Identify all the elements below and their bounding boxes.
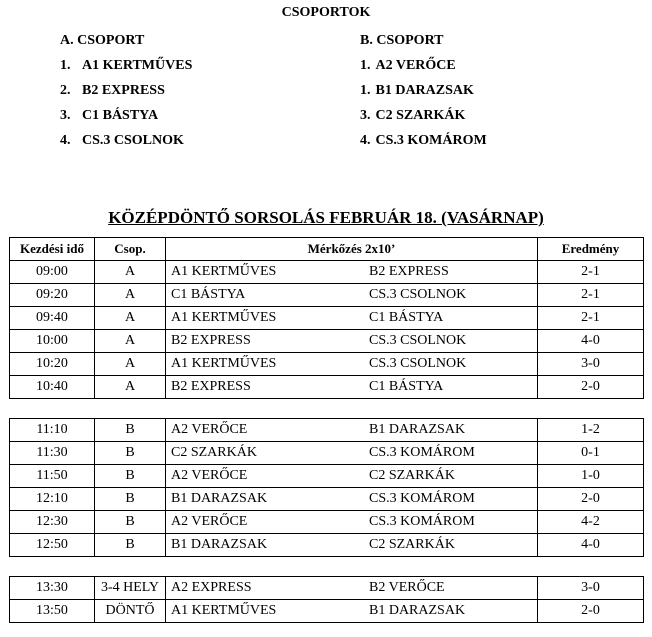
home-team: A2 VERŐCE	[171, 422, 248, 437]
match-cell	[166, 330, 538, 353]
match-group: A	[95, 376, 166, 399]
match-group: A	[95, 353, 166, 376]
home-team: A1 KERTMŰVES	[171, 356, 277, 371]
team-number: 3.	[60, 108, 71, 123]
schedule-title: KÖZÉPDÖNTŐ SORSOLÁS FEBRUÁR 18. (VASÁRNAP)	[108, 208, 544, 227]
away-team: C2 SZARKÁK	[369, 537, 455, 552]
group-b-team	[360, 82, 487, 107]
table-row	[10, 261, 644, 284]
table-row	[10, 488, 644, 511]
match-group: A	[95, 261, 166, 284]
match-time: 09:00	[10, 261, 95, 284]
away-team: CS.3 KOMÁROM	[369, 445, 475, 460]
match-cell	[166, 261, 538, 284]
home-team: A2 EXPRESS	[171, 580, 252, 595]
match-group: A	[95, 330, 166, 353]
table-row	[10, 465, 644, 488]
match-time: 12:50	[10, 534, 95, 557]
match-group: B	[95, 534, 166, 557]
match-result: 2-1	[538, 284, 644, 307]
header-match: Mérkőzés 2x10’	[166, 238, 538, 261]
table-row	[10, 307, 644, 330]
match-time: 11:50	[10, 465, 95, 488]
match-time: 11:30	[10, 442, 95, 465]
away-team: B1 DARAZSAK	[369, 422, 466, 437]
home-team: A1 KERTMŰVES	[171, 603, 277, 618]
home-team: A1 KERTMŰVES	[171, 264, 277, 279]
home-team: B1 DARAZSAK	[171, 537, 268, 552]
group-b-team	[360, 132, 487, 157]
match-group: A	[95, 307, 166, 330]
match-group: B	[95, 419, 166, 442]
group-a-team	[60, 107, 192, 132]
match-result: 4-0	[538, 534, 644, 557]
away-team: CS.3 CSOLNOK	[369, 287, 467, 302]
away-team: CS.3 KOMÁROM	[369, 491, 475, 506]
home-team: A2 VERŐCE	[171, 468, 248, 483]
match-result: 2-0	[538, 600, 644, 623]
match-cell	[166, 353, 538, 376]
away-team: CS.3 KOMÁROM	[369, 514, 475, 529]
groups-title: CSOPORTOK	[281, 5, 371, 20]
match-group: DÖNTŐ	[95, 600, 166, 623]
table-row	[10, 284, 644, 307]
match-time: 12:30	[10, 511, 95, 534]
table-row	[10, 353, 644, 376]
match-result: 2-0	[538, 488, 644, 511]
away-team: C1 BÁSTYA	[369, 379, 444, 394]
team-number: 1.	[60, 58, 71, 73]
match-result: 2-1	[538, 261, 644, 284]
match-time: 11:10	[10, 419, 95, 442]
home-team: C2 SZARKÁK	[171, 445, 257, 460]
match-cell	[166, 465, 538, 488]
away-team: CS.3 CSOLNOK	[369, 356, 467, 371]
match-result: 1-2	[538, 419, 644, 442]
away-team: C1 BÁSTYA	[369, 310, 444, 325]
team-name: CS.3 KOMÁROM	[375, 133, 487, 148]
match-result: 1-0	[538, 465, 644, 488]
match-result: 3-0	[538, 353, 644, 376]
table-row	[10, 534, 644, 557]
match-cell	[166, 376, 538, 399]
match-time: 10:40	[10, 376, 95, 399]
table-row	[10, 577, 644, 600]
away-team: B2 EXPRESS	[369, 264, 449, 279]
match-result: 4-0	[538, 330, 644, 353]
match-cell	[166, 511, 538, 534]
home-team: A1 KERTMŰVES	[171, 310, 277, 325]
match-result: 2-1	[538, 307, 644, 330]
match-result: 0-1	[538, 442, 644, 465]
group-b-team	[360, 107, 487, 132]
match-time: 13:30	[10, 577, 95, 600]
table-row	[10, 600, 644, 623]
match-time: 10:00	[10, 330, 95, 353]
team-number: 1.	[360, 83, 371, 98]
table-row	[10, 511, 644, 534]
team-name: A2 VERŐCE	[375, 58, 456, 73]
table-row	[10, 330, 644, 353]
match-result: 3-0	[538, 577, 644, 600]
team-name: B1 DARAZSAK	[375, 83, 474, 98]
group-a-title: A. CSOPORT	[60, 33, 145, 48]
match-cell	[166, 488, 538, 511]
team-name: CS.3 CSOLNOK	[82, 133, 184, 148]
team-number: 3.	[360, 108, 371, 123]
group-b-title: B. CSOPORT	[360, 33, 444, 48]
match-group: A	[95, 284, 166, 307]
home-team: C1 BÁSTYA	[171, 287, 246, 302]
match-cell	[166, 534, 538, 557]
home-team: B2 EXPRESS	[171, 379, 251, 394]
match-group: 3-4 HELY	[95, 577, 166, 600]
schedule-table-finals	[9, 576, 644, 623]
match-cell	[166, 577, 538, 600]
match-group: B	[95, 465, 166, 488]
match-result: 4-2	[538, 511, 644, 534]
home-team: B2 EXPRESS	[171, 333, 251, 348]
team-number: 4.	[360, 133, 371, 148]
match-cell	[166, 307, 538, 330]
match-cell	[166, 284, 538, 307]
home-team: A2 VERŐCE	[171, 514, 248, 529]
group-a	[60, 32, 192, 157]
team-number: 2.	[60, 83, 71, 98]
team-name: A1 KERTMŰVES	[82, 58, 193, 73]
match-group: B	[95, 442, 166, 465]
group-a-team	[60, 57, 192, 82]
home-team: B1 DARAZSAK	[171, 491, 268, 506]
match-time: 13:50	[10, 600, 95, 623]
header-result: Eredmény	[538, 238, 644, 261]
group-a-team	[60, 132, 192, 157]
group-a-team	[60, 82, 192, 107]
away-team: CS.3 CSOLNOK	[369, 333, 467, 348]
away-team: C2 SZARKÁK	[369, 468, 455, 483]
match-time: 09:20	[10, 284, 95, 307]
match-result: 2-0	[538, 376, 644, 399]
group-b	[360, 32, 487, 157]
away-team: B1 DARAZSAK	[369, 603, 466, 618]
table-header-row	[10, 238, 644, 261]
schedule-table-group-b	[9, 418, 644, 557]
match-group: B	[95, 511, 166, 534]
header-group: Csop.	[95, 238, 166, 261]
schedule-table-group-a	[9, 237, 644, 399]
match-time: 09:40	[10, 307, 95, 330]
table-row	[10, 419, 644, 442]
match-time: 10:20	[10, 353, 95, 376]
team-name: B2 EXPRESS	[82, 83, 165, 98]
team-name: C2 SZARKÁK	[375, 108, 466, 123]
table-row	[10, 442, 644, 465]
match-time: 12:10	[10, 488, 95, 511]
away-team: B2 VERŐCE	[369, 580, 445, 595]
header-time: Kezdési idő	[10, 238, 95, 261]
match-cell	[166, 600, 538, 623]
match-cell	[166, 419, 538, 442]
match-group: B	[95, 488, 166, 511]
table-row	[10, 376, 644, 399]
team-number: 4.	[60, 133, 71, 148]
group-b-team	[360, 57, 487, 82]
team-number: 1.	[360, 58, 371, 73]
team-name: C1 BÁSTYA	[82, 108, 159, 123]
match-cell	[166, 442, 538, 465]
